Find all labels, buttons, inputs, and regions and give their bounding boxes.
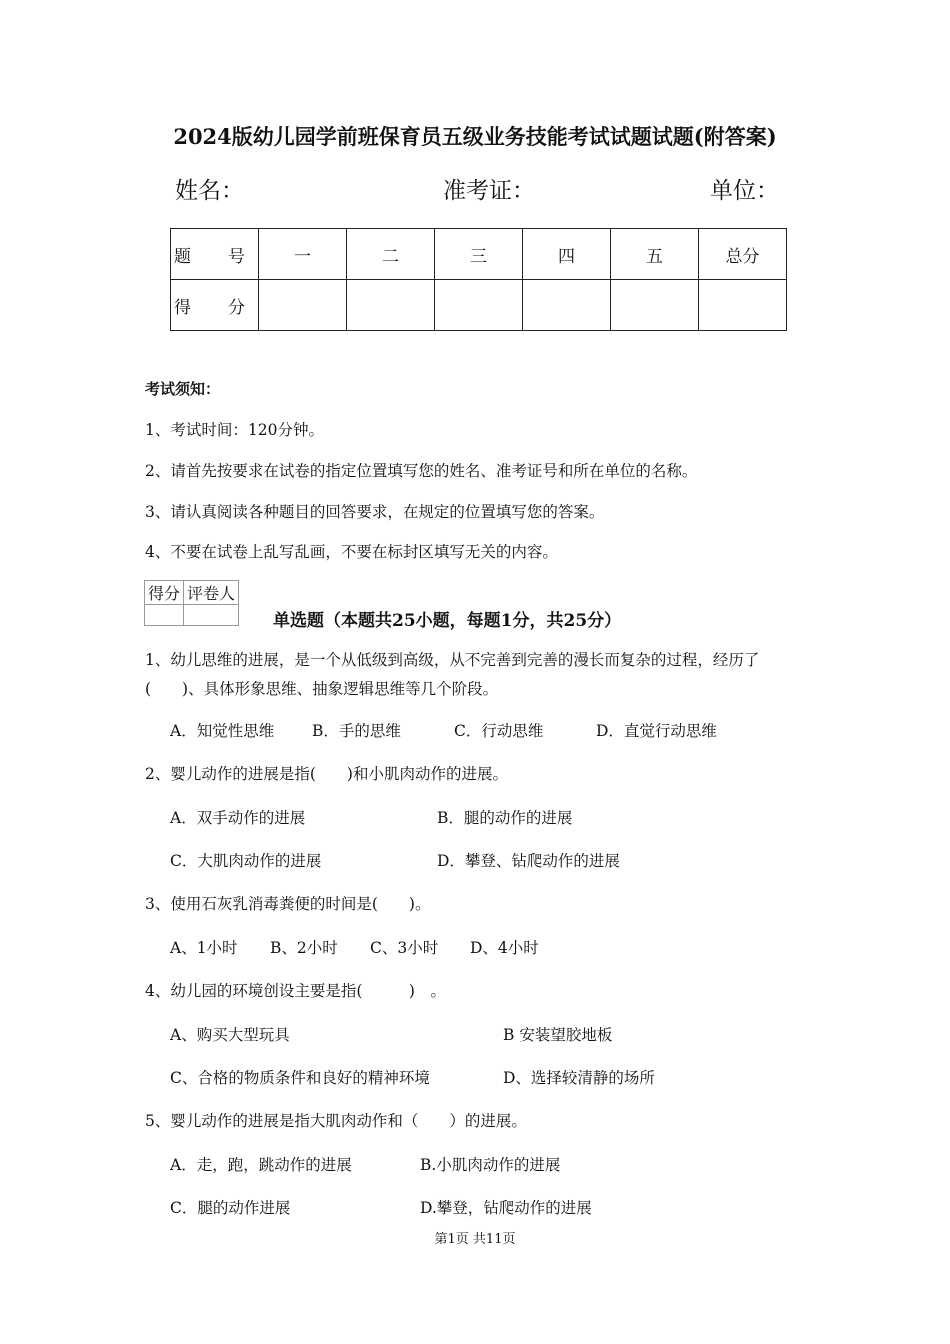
question-stem: ( )、具体形象思维、抽象逻辑思维等几个阶段。: [145, 680, 499, 698]
option-c[interactable]: C．大肌肉动作的进展: [170, 852, 322, 870]
grader-score-cell[interactable]: [145, 605, 184, 626]
option-c[interactable]: C、3小时: [370, 939, 439, 957]
option-a[interactable]: A．知觉性思维: [170, 722, 275, 740]
option-b[interactable]: B 安装望胶地板: [503, 1026, 613, 1044]
page-title: 2024版幼儿园学前班保育员五级业务技能考试试题试题(附答案): [173, 124, 777, 149]
score-table-score-row: [171, 280, 787, 331]
name-field-label: 姓名：: [175, 178, 244, 204]
section-title: 单选题（本题共25小题，每题1分，共25分）: [273, 611, 622, 631]
score-table: [170, 228, 787, 331]
score-header-cell: 三: [435, 229, 523, 280]
grader-box: [144, 580, 239, 626]
score-header-cell: 五: [611, 229, 699, 280]
option-d[interactable]: D．攀登、钻爬动作的进展: [437, 852, 620, 870]
score-cell[interactable]: [523, 280, 611, 331]
grader-reviewer-cell[interactable]: [184, 605, 239, 626]
option-d[interactable]: D.攀登，钻爬动作的进展: [420, 1199, 592, 1217]
option-d[interactable]: D、选择较清静的场所: [503, 1069, 655, 1087]
question-stem: 3、使用石灰乳消毒粪便的时间是( )。: [145, 895, 431, 913]
option-b[interactable]: B．腿的动作的进展: [437, 809, 573, 827]
notice-item: 3、请认真阅读各种题目的回答要求，在规定的位置填写您的答案。: [145, 503, 605, 521]
option-a[interactable]: A、购买大型玩具: [170, 1026, 290, 1044]
option-a[interactable]: A．走，跑，跳动作的进展: [170, 1156, 352, 1174]
option-c[interactable]: C．行动思维: [454, 722, 544, 740]
score-header-cell: 四: [523, 229, 611, 280]
score-table-header-row: [171, 229, 787, 280]
exam-id-field-label: 准考证：: [443, 178, 535, 204]
grader-score-label: 得分: [145, 581, 184, 605]
option-b[interactable]: B、2小时: [270, 939, 338, 957]
notice-item: 1、考试时间：120分钟。: [145, 421, 324, 439]
score-row-label: 得 分: [171, 280, 259, 331]
score-header-cell: 题 号: [171, 229, 259, 280]
score-cell[interactable]: [347, 280, 435, 331]
question-stem: 2、婴儿动作的进展是指( )和小肌肉动作的进展。: [145, 765, 508, 783]
unit-field-label: 单位：: [710, 178, 779, 204]
option-b[interactable]: B.小肌肉动作的进展: [420, 1156, 561, 1174]
option-c[interactable]: C、合格的物质条件和良好的精神环境: [170, 1069, 430, 1087]
option-a[interactable]: A．双手动作的进展: [170, 809, 306, 827]
score-header-cell: 二: [347, 229, 435, 280]
option-d[interactable]: D、4小时: [470, 939, 539, 957]
notice-heading: 考试须知：: [145, 380, 221, 398]
notice-item: 2、请首先按要求在试卷的指定位置填写您的姓名、准考证号和所在单位的名称。: [145, 462, 698, 480]
option-b[interactable]: B．手的思维: [312, 722, 401, 740]
score-header-cell: 一: [259, 229, 347, 280]
option-c[interactable]: C．腿的动作进展: [170, 1199, 291, 1217]
option-a[interactable]: A、1小时: [170, 939, 238, 957]
score-cell[interactable]: [259, 280, 347, 331]
score-cell[interactable]: [611, 280, 699, 331]
score-header-cell: 总分: [699, 229, 787, 280]
question-stem: 4、幼儿园的环境创设主要是指( ) 。: [145, 982, 446, 1000]
score-cell[interactable]: [699, 280, 787, 331]
question-stem: 5、婴儿动作的进展是指大肌肉动作和（ ）的进展。: [145, 1112, 527, 1130]
option-d[interactable]: D．直觉行动思维: [596, 722, 717, 740]
notice-item: 4、不要在试卷上乱写乱画，不要在标封区填写无关的内容。: [145, 543, 558, 561]
question-stem: 1、幼儿思维的进展，是一个从低级到高级，从不完善到完善的漫长而复杂的过程，经历了: [145, 651, 760, 669]
page-footer: 第1页 共11页: [434, 1232, 516, 1247]
score-cell[interactable]: [435, 280, 523, 331]
grader-reviewer-label: 评卷人: [184, 581, 239, 605]
